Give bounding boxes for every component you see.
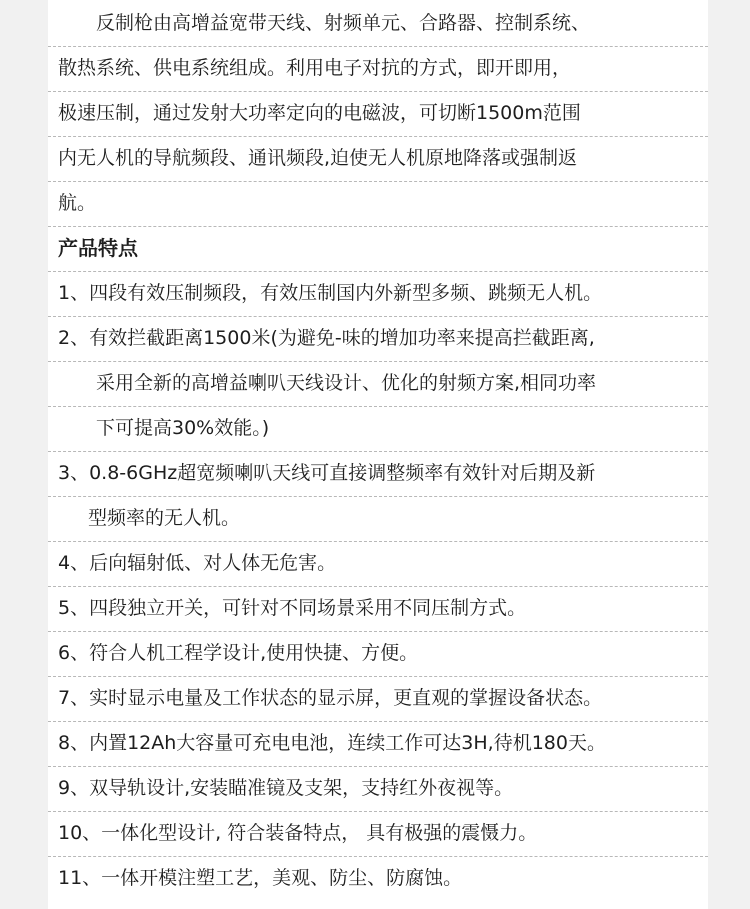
feature-2-cont-1: 采用全新的高增益喇叭天线设计、优化的射频方案,相同功率: [48, 363, 708, 407]
intro-line-3: 极速压制，通过发射大功率定向的电磁波，可切断1500m范围: [48, 93, 708, 137]
feature-5: 5、四段独立开关，可针对不同场景采用不同压制方式。: [48, 588, 708, 632]
intro-line-4: 内无人机的导航频段、通讯频段,迫使无人机原地降落或强制返: [48, 138, 708, 182]
feature-3-cont: 型频率的无人机。: [48, 498, 708, 542]
section-title: 产品特点: [48, 228, 708, 272]
feature-11: 11、一体开模注塑工艺，美观、防尘、防腐蚀。: [58, 867, 463, 889]
feature-10: 10、一体化型设计, 符合装备特点， 具有极强的震慑力。: [48, 813, 708, 857]
feature-7: 7、实时显示电量及工作状态的显示屏，更直观的掌握设备状态。: [48, 678, 708, 722]
feature-4: 4、后向辐射低、对人体无危害。: [48, 543, 708, 587]
feature-2: 2、有效拦截距离1500米(为避免-味的增加功率来提高拦截距离,: [48, 318, 708, 362]
feature-9: 9、双导轨设计,安装瞄准镜及支架，支持红外夜视等。: [48, 768, 708, 812]
feature-2-cont-2: 下可提高30%效能。): [48, 408, 708, 452]
document-page: [48, 0, 708, 909]
feature-3: 3、0.8-6GHz超宽频喇叭天线可直接调整频率有效针对后期及新: [48, 453, 708, 497]
feature-1: 1、四段有效压制频段，有效压制国内外新型多频、跳频无人机。: [48, 273, 708, 317]
intro-line-5: 航。: [48, 183, 708, 227]
feature-8: 8、内置12Ah大容量可充电电池，连续工作可达3H,待机180天。: [48, 723, 708, 767]
intro-line-1: 反制枪由高增益宽带天线、射频单元、合路器、控制系统、: [48, 3, 708, 47]
intro-line-2: 散热系统、供电系统组成。利用电子对抗的方式，即开即用，: [48, 48, 708, 92]
feature-6: 6、符合人机工程学设计,使用快捷、方便。: [48, 633, 708, 677]
